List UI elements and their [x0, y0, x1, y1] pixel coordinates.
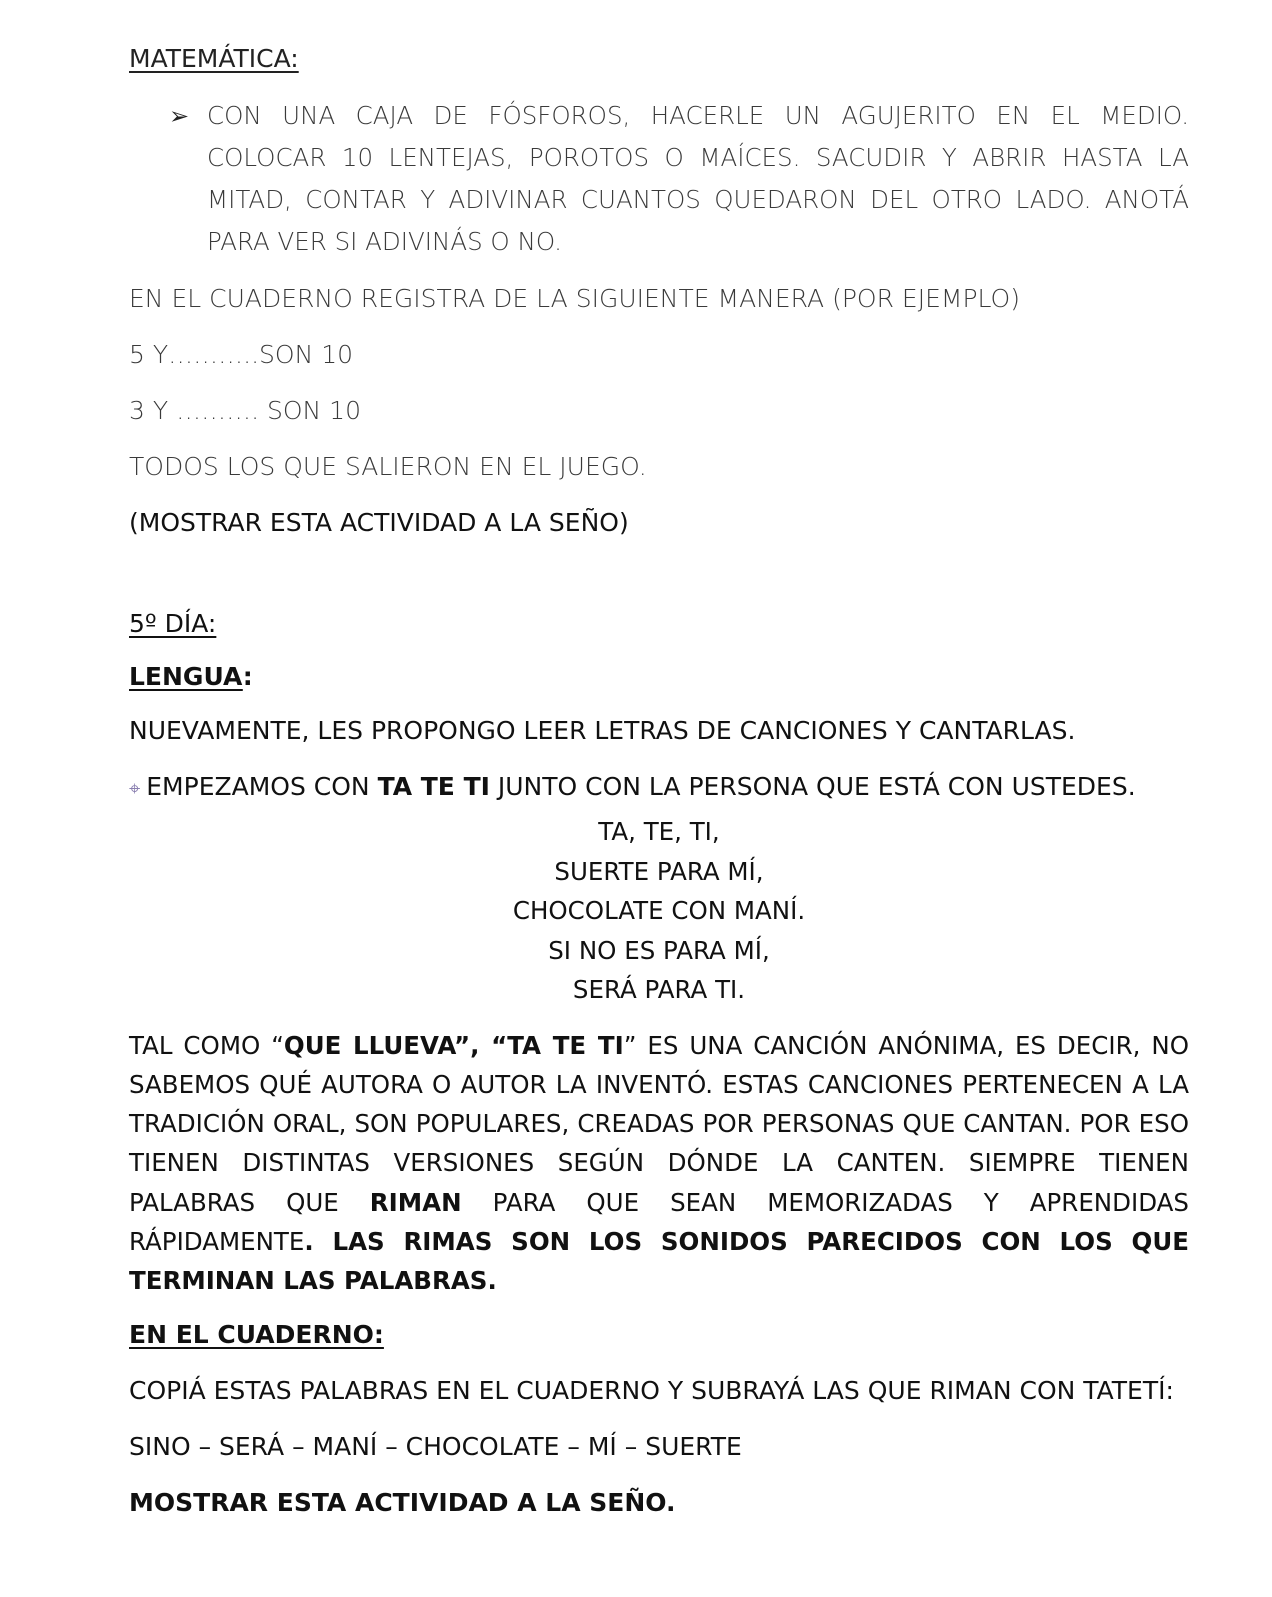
- example-line-1: 5 Y………..SON 10: [129, 340, 354, 369]
- lengua-colon: :: [242, 662, 253, 691]
- instruction-bold: TA TE TI: [377, 772, 490, 801]
- para-bold-part: QUE LLUEVA”, “TA TE TI: [283, 1030, 624, 1060]
- matematica-title: MATEMÁTICA:: [129, 44, 299, 73]
- poem-line: CHOCOLATE CON MANÍ.: [512, 896, 806, 925]
- document-page: [129, 44, 1189, 1519]
- arrow-bullet-icon: ➢: [169, 102, 190, 130]
- poem-line: TA, TE, TI,: [598, 817, 720, 846]
- para-part: ” ES UNA CANCIÓN ANÓNIMA, ES DECIR, NO SABEMOS QUÉ AUTORA O AUTOR LA INVENTÓ. ESTAS CANCIONES PERTENECEN A LA TRADICIÓN ORAL, SON POPULARES, CREADAS POR PERSONAS QUE CANTAN. POR ESO TIENEN DISTINTAS VERSIONES SEGÚN DÓNDE LA CANTEN. SIEMPRE TIENEN PALABRAS QUE: [129, 1030, 1189, 1217]
- cuaderno-title: EN EL CUADERNO:: [129, 1319, 384, 1349]
- poem-line: SUERTE PARA MÍ,: [554, 856, 764, 886]
- matematica-bullet-text: CON UNA CAJA DE FÓSFOROS, HACERLE UN AGUJERITO EN EL MEDIO. COLOCAR 10 LENTEJAS, POROTOS O MAÍCES. SACUDIR Y ABRIR HASTA LA MITAD, CONTAR Y ADIVINAR CUANTOS QUEDARON DEL OTRO LADO. ANOTÁ PARA VER SI ADIVINÁS O NO.: [207, 101, 1189, 256]
- lengua-title: LENGUA: [129, 662, 243, 691]
- word-list: SINO – SERÁ – MANÍ – CHOCOLATE – MÍ – SUERTE: [129, 1431, 742, 1461]
- instruction-pre: EMPEZAMOS CON: [146, 772, 378, 801]
- lengua-intro: NUEVAMENTE, LES PROPONGO LEER LETRAS DE CANCIONES Y CANTARLAS.: [129, 716, 1076, 745]
- poem-line: SERÁ PARA TI.: [572, 975, 746, 1004]
- crosshair-bullet-icon: ⌖: [129, 776, 141, 800]
- all-results-line: TODOS LOS QUE SALIERON EN EL JUEGO.: [129, 452, 647, 481]
- example-line-2: 3 Y ………. SON 10: [129, 396, 361, 425]
- instruction-line: [129, 771, 1189, 804]
- day-5-title: 5º DÍA:: [129, 609, 217, 638]
- matematica-bullet-item: [129, 95, 1189, 263]
- instruction-post: JUNTO CON LA PERSONA QUE ESTÁ CON USTEDES.: [489, 772, 1136, 801]
- register-intro: EN EL CUADERNO REGISTRA DE LA SIGUIENTE MANERA (POR EJEMPLO): [129, 284, 1020, 313]
- show-teacher-line-1: (MOSTRAR ESTA ACTIVIDAD A LA SEÑO): [129, 508, 629, 537]
- para-bold-part: RIMAN: [369, 1187, 462, 1217]
- lengua-heading: [129, 662, 1189, 691]
- poem-block: [129, 812, 1189, 1010]
- para-bold-part: . LAS RIMAS SON LOS SONIDOS PARECIDOS CON LOS QUE TERMINAN LAS PALABRAS.: [129, 1226, 1189, 1296]
- show-teacher-line-2: MOSTRAR ESTA ACTIVIDAD A LA SEÑO.: [129, 1487, 676, 1517]
- explanation-paragraph: [129, 1026, 1189, 1301]
- para-part: TAL COMO “: [129, 1030, 284, 1060]
- para-part: PARA QUE SEAN MEMORIZADAS Y APRENDIDAS RÁPIDAMENTE: [129, 1187, 1189, 1256]
- copy-instruction: COPIÁ ESTAS PALABRAS EN EL CUADERNO Y SUBRAYÁ LAS QUE RIMAN CON TATETÍ:: [129, 1375, 1174, 1405]
- poem-line: SI NO ES PARA MÍ,: [548, 935, 770, 965]
